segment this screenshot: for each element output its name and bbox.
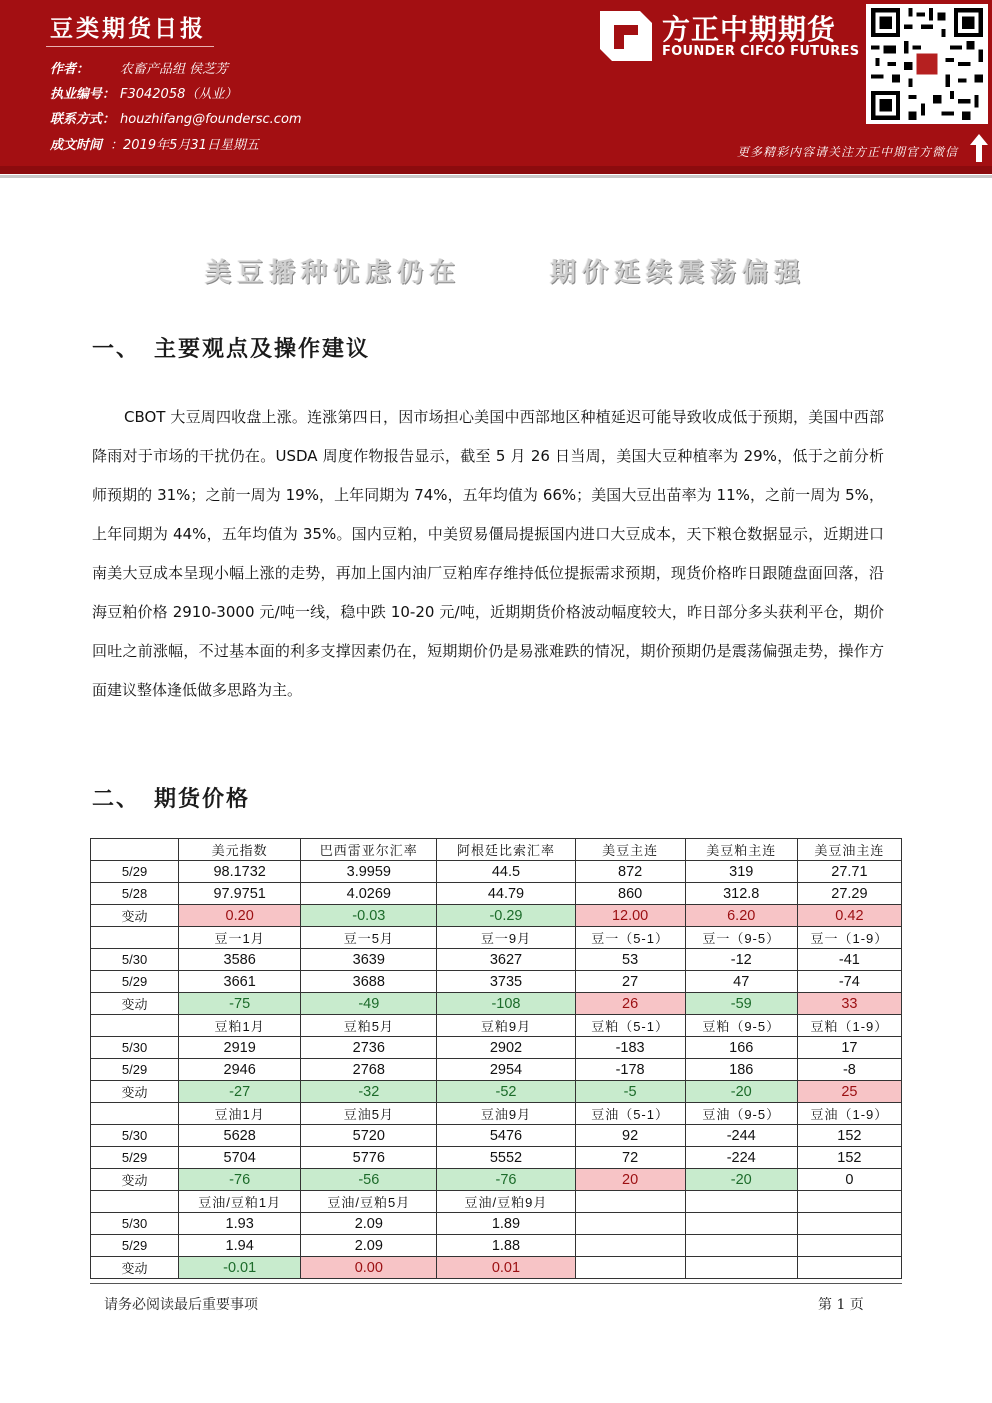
row-label-cell: 5/29 (91, 1147, 179, 1169)
column-header-cell: 豆油9月 (437, 1103, 575, 1125)
table-change-row (91, 905, 902, 927)
column-header-cell: 豆粕5月 (301, 1015, 437, 1037)
table-cell: 92 (575, 1125, 685, 1147)
row-label-cell: 5/29 (91, 1059, 179, 1081)
table-cell: -8 (797, 1059, 901, 1081)
column-header-cell: 豆一5月 (301, 927, 437, 949)
table-cell: 1.89 (437, 1213, 575, 1235)
market-commentary: CBOT 大豆周四收盘上涨。连涨第四日，因市场担心美国中西部地区种植延迟可能导致收成低于预期，美国中西部降雨对于市场的干扰仍在。USDA 周度作物报告显示，截至 5 月 26 日当周，美国大豆种植率为 29%，低于之前分析师预期的 31%；之前一周为 19%，上年同期为 74%，五年均值为 66%；美国大豆出苗率为 11%，之前一周为 5%，上年同期为 44%，五年均值为 35%。国内豆粕，中美贸易僵局提振国内进口大豆成本，天下粮仓数据显示，近期进口南美大豆成本呈现小幅上涨的走势，再加上国内油厂豆粕库存维持低位提振需求预期，现货价格昨日跟随盘面回落，沿海豆粕价格 2910-3000 元/吨一线，稳中跌 10-20 元/吨，近期期货价格波动幅度较大，昨日部分多头获利平仓，期价回吐之前涨幅，不过基本面的利多支撑因素仍在，短期期价仍是易涨难跌的情况，期价预期仍是震荡偏强走势，操作方面建议整体逢低做多思路为主。 (92, 408, 884, 699)
table-cell: -0.29 (437, 905, 575, 927)
company-logo (600, 8, 860, 68)
column-header-cell: 豆一（9-5） (685, 927, 797, 949)
table-cell: -0.03 (301, 905, 437, 927)
table-cell: 20 (575, 1169, 685, 1191)
table-cell: -27 (179, 1081, 301, 1103)
meta-license (50, 83, 237, 102)
qr-code-icon (866, 4, 988, 124)
column-header-cell: 美元指数 (179, 839, 301, 861)
table-cell: -59 (685, 993, 797, 1015)
column-header-cell: 豆粕（5-1） (575, 1015, 685, 1037)
footer-rule (90, 1283, 902, 1284)
table-cell: 5628 (179, 1125, 301, 1147)
table-cell: -20 (685, 1169, 797, 1191)
column-header-cell: 豆一（5-1） (575, 927, 685, 949)
row-label-cell: 5/29 (91, 1235, 179, 1257)
column-header-cell: 豆油/豆粕1月 (179, 1191, 301, 1213)
column-header-cell: 豆油（5-1） (575, 1103, 685, 1125)
meta-value: F3042058（从业） (120, 87, 238, 102)
row-label-cell: 5/30 (91, 1125, 179, 1147)
table-cell: -76 (437, 1169, 575, 1191)
column-header-cell: 豆粕9月 (437, 1015, 575, 1037)
table-cell: 3.9959 (301, 861, 437, 883)
meta-value: houzhifang@foundersc.com (120, 112, 302, 127)
meta-label: 执业编号： (50, 87, 116, 102)
table-cell: 1.88 (437, 1235, 575, 1257)
table-cell (685, 1213, 797, 1235)
table-cell: -32 (301, 1081, 437, 1103)
table-cell: 2954 (437, 1059, 575, 1081)
section-number: 一、 (92, 336, 141, 362)
row-label-cell: 5/28 (91, 883, 179, 905)
table-cell: -12 (685, 949, 797, 971)
table-cell: 44.5 (437, 861, 575, 883)
table-change-row (91, 1257, 902, 1279)
table-header-row (91, 1015, 902, 1037)
section-heading-views (92, 332, 370, 363)
table-cell: 5704 (179, 1147, 301, 1169)
table-cell (575, 1257, 685, 1279)
column-header-cell: 豆油/豆粕9月 (437, 1191, 575, 1213)
row-label-cell: 5/30 (91, 949, 179, 971)
table-row (91, 1059, 902, 1081)
table-header-row (91, 1191, 902, 1213)
meta-value: 农畜产品组 侯芝芳 (120, 62, 229, 77)
column-header-cell: 阿根廷比索汇率 (437, 839, 575, 861)
table-cell: 44.79 (437, 883, 575, 905)
table-cell: -224 (685, 1147, 797, 1169)
table-cell: 5776 (301, 1147, 437, 1169)
report-name: 豆类期货日报 (50, 15, 206, 42)
meta-label: 作者： (50, 62, 90, 77)
table-cell: 5476 (437, 1125, 575, 1147)
meta-label: 成文时间 (50, 138, 103, 153)
table-row (91, 949, 902, 971)
table-cell: 3627 (437, 949, 575, 971)
logo-text-en: FOUNDER CIFCO FUTURES (662, 44, 860, 59)
column-header-cell (575, 1191, 685, 1213)
table-cell: 2919 (179, 1037, 301, 1059)
table-cell: 0.42 (797, 905, 901, 927)
table-cell: -178 (575, 1059, 685, 1081)
table-cell: 72 (575, 1147, 685, 1169)
header-divider-gray (0, 175, 992, 178)
table-cell: -74 (797, 971, 901, 993)
table-cell: 53 (575, 949, 685, 971)
table-cell: 27.29 (797, 883, 901, 905)
meta-label: 联系方式： (50, 112, 116, 127)
wechat-follow-note: 更多精彩内容请关注方正中期官方微信 (736, 145, 958, 159)
logo-text-cn: 方正中期期货 (662, 13, 837, 46)
table-change-row (91, 993, 902, 1015)
row-label-cell: 变动 (91, 905, 179, 927)
up-arrow-icon (970, 134, 988, 162)
table-cell: 47 (685, 971, 797, 993)
table-cell: -56 (301, 1169, 437, 1191)
table-cell: 2946 (179, 1059, 301, 1081)
section-heading-prices (92, 782, 250, 813)
table-cell: 33 (797, 993, 901, 1015)
row-label-cell: 变动 (91, 1169, 179, 1191)
table-cell: 27.71 (797, 861, 901, 883)
section-title: 主要观点及操作建议 (154, 336, 371, 362)
table-cell (685, 1257, 797, 1279)
column-header-cell: 豆粕（9-5） (685, 1015, 797, 1037)
table-cell (797, 1213, 901, 1235)
table-change-row (91, 1081, 902, 1103)
meta-value: ：2019年5月31日星期五 (110, 138, 259, 153)
table-cell (575, 1213, 685, 1235)
table-cell: 319 (685, 861, 797, 883)
table-cell: -75 (179, 993, 301, 1015)
table-header-row (91, 927, 902, 949)
table-row (91, 971, 902, 993)
row-label-cell: 5/29 (91, 971, 179, 993)
column-header-cell: 美豆油主连 (797, 839, 901, 861)
table-row (91, 1147, 902, 1169)
table-cell: 2.09 (301, 1213, 437, 1235)
table-cell: -49 (301, 993, 437, 1015)
table-cell: 0.20 (179, 905, 301, 927)
table-cell: 1.94 (179, 1235, 301, 1257)
futures-price-table (90, 838, 902, 1279)
table-cell (797, 1235, 901, 1257)
table-cell: 312.8 (685, 883, 797, 905)
row-label-cell (91, 927, 179, 949)
table-cell: 12.00 (575, 905, 685, 927)
table-cell: 3688 (301, 971, 437, 993)
column-header-cell: 豆一1月 (179, 927, 301, 949)
report-name-underline (46, 46, 214, 47)
table-cell: 17 (797, 1037, 901, 1059)
table-cell: 166 (685, 1037, 797, 1059)
table-cell: 5720 (301, 1125, 437, 1147)
row-label-cell: 5/30 (91, 1037, 179, 1059)
table-cell: 0.01 (437, 1257, 575, 1279)
table-row (91, 883, 902, 905)
column-header-cell (685, 1191, 797, 1213)
header-divider (0, 166, 992, 174)
table-cell: 3735 (437, 971, 575, 993)
table-cell: -0.01 (179, 1257, 301, 1279)
table-cell: -41 (797, 949, 901, 971)
table-header-row (91, 1103, 902, 1125)
column-header-cell: 豆油/豆粕5月 (301, 1191, 437, 1213)
founder-logo-icon (600, 11, 652, 61)
table-cell: 2902 (437, 1037, 575, 1059)
column-header-cell: 豆油（1-9） (797, 1103, 901, 1125)
table-cell: -244 (685, 1125, 797, 1147)
table-cell: -108 (437, 993, 575, 1015)
row-label-cell: 变动 (91, 993, 179, 1015)
table-cell: 0 (797, 1169, 901, 1191)
table-cell: 152 (797, 1147, 901, 1169)
table-cell: 2768 (301, 1059, 437, 1081)
table-cell: -20 (685, 1081, 797, 1103)
table-cell: 26 (575, 993, 685, 1015)
section-number: 二、 (92, 786, 141, 812)
column-header-cell: 美豆粕主连 (685, 839, 797, 861)
table-cell (575, 1235, 685, 1257)
row-label-cell: 变动 (91, 1081, 179, 1103)
row-label-cell: 5/29 (91, 861, 179, 883)
row-label-cell (91, 1191, 179, 1213)
column-header-cell: 美豆主连 (575, 839, 685, 861)
report-title-left: 美豆播种忧虑仍在 (205, 258, 462, 288)
table-row (91, 861, 902, 883)
table-cell: -52 (437, 1081, 575, 1103)
table-cell (797, 1257, 901, 1279)
column-header-cell: 豆油1月 (179, 1103, 301, 1125)
table-cell: 27 (575, 971, 685, 993)
table-cell: 5552 (437, 1147, 575, 1169)
row-label-cell (91, 839, 179, 861)
footer-disclaimer: 请务必阅读最后重要事项 (104, 1297, 258, 1313)
column-header-cell: 巴西雷亚尔汇率 (301, 839, 437, 861)
column-header-cell (797, 1191, 901, 1213)
section-title: 期货价格 (154, 786, 251, 812)
row-label-cell (91, 1015, 179, 1037)
table-cell: -76 (179, 1169, 301, 1191)
column-header-cell: 豆粕（1-9） (797, 1015, 901, 1037)
table-cell: 1.93 (179, 1213, 301, 1235)
column-header-cell: 豆一（1-9） (797, 927, 901, 949)
table-header-row (91, 839, 902, 861)
table-cell: 152 (797, 1125, 901, 1147)
column-header-cell: 豆油5月 (301, 1103, 437, 1125)
table-cell: -183 (575, 1037, 685, 1059)
table-cell: 0.00 (301, 1257, 437, 1279)
table-change-row (91, 1169, 902, 1191)
table-cell: 25 (797, 1081, 901, 1103)
column-header-cell: 豆油（9-5） (685, 1103, 797, 1125)
row-label-cell: 变动 (91, 1257, 179, 1279)
row-label-cell: 5/30 (91, 1213, 179, 1235)
meta-date (50, 134, 259, 153)
page-number: 第 1 页 (818, 1297, 864, 1313)
table-cell: 2736 (301, 1037, 437, 1059)
table-cell: 3639 (301, 949, 437, 971)
row-label-cell (91, 1103, 179, 1125)
table-cell: 3661 (179, 971, 301, 993)
meta-contact (50, 108, 302, 127)
table-row (91, 1213, 902, 1235)
table-cell: 97.9751 (179, 883, 301, 905)
table-cell: 6.20 (685, 905, 797, 927)
table-row (91, 1235, 902, 1257)
column-header-cell: 豆一9月 (437, 927, 575, 949)
table-cell: 98.1732 (179, 861, 301, 883)
column-header-cell: 豆粕1月 (179, 1015, 301, 1037)
table-cell: 860 (575, 883, 685, 905)
table-cell: -5 (575, 1081, 685, 1103)
meta-author (50, 58, 228, 77)
table-cell: 872 (575, 861, 685, 883)
table-cell: 2.09 (301, 1235, 437, 1257)
table-cell: 4.0269 (301, 883, 437, 905)
report-title-right: 期价延续震荡偏强 (550, 258, 807, 288)
table-row (91, 1037, 902, 1059)
table-cell: 3586 (179, 949, 301, 971)
table-cell: 186 (685, 1059, 797, 1081)
table-row (91, 1125, 902, 1147)
table-cell (685, 1235, 797, 1257)
